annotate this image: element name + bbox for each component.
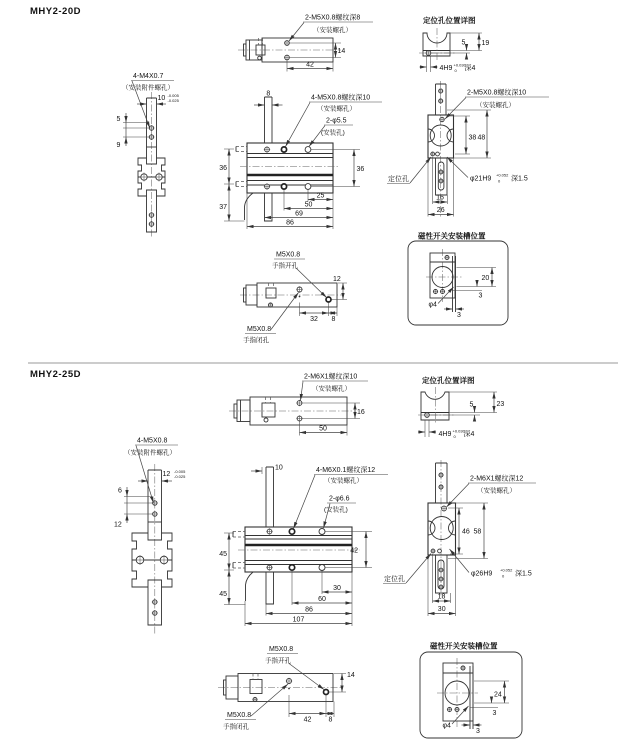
- open-port-note: M5X0.8: [269, 646, 294, 653]
- close-port-note: M5X0.8: [227, 712, 252, 719]
- dim-width: 12: [162, 471, 171, 478]
- section-title: MHY2-20D: [30, 6, 81, 17]
- detail-view-25d: [418, 375, 504, 439]
- dim-25: 25: [316, 192, 325, 200]
- switch-groove-view-25d: [420, 641, 522, 739]
- port-note: 2-M5X0.8螺纹深8: [305, 14, 361, 22]
- thread-note-sub: （安装螺孔）: [324, 477, 363, 485]
- dim-45-upper: 45: [219, 551, 227, 558]
- dim-36-right: 36: [356, 166, 365, 173]
- dim-48: 48: [477, 134, 486, 142]
- dim-8: 8: [266, 90, 271, 98]
- dim-26: 26: [436, 207, 445, 214]
- mount-note: 4-M4X0.7: [133, 73, 164, 80]
- detail-title: 定位孔位置详图: [423, 16, 476, 25]
- dim-width-tol-lower: -0.025: [174, 474, 186, 479]
- bottom-view-20d: [240, 252, 347, 345]
- top-view-20d: [238, 13, 373, 72]
- dim-16: 16: [357, 409, 365, 416]
- dim-42: 42: [350, 547, 358, 555]
- side-thread-note-sub: （安装螺孔）: [476, 102, 515, 109]
- dim-42: 42: [303, 716, 312, 724]
- main-view-20d: [219, 91, 382, 230]
- side-thread-note-sub: （安装螺孔）: [477, 487, 516, 495]
- dim-46: 46: [462, 528, 470, 536]
- left-rail-view-25d: [114, 438, 186, 635]
- dim-42: 42: [306, 61, 314, 69]
- bore-tol-upper: +0.052: [500, 567, 513, 573]
- dim-30: 30: [333, 585, 341, 592]
- hole-spec: 4H9: [439, 65, 453, 72]
- dim-9: 9: [116, 142, 121, 149]
- through-hole-note: 2-φ5.5: [326, 117, 347, 125]
- dim-86: 86: [286, 219, 294, 227]
- mount-note-sub: （安装附件螺孔）: [122, 84, 174, 92]
- bore-spec: φ26H9: [471, 570, 493, 578]
- dim-50: 50: [304, 201, 313, 209]
- dim-5: 5: [469, 401, 474, 409]
- dim-6: 6: [118, 487, 122, 495]
- hole-depth: 深4: [464, 65, 476, 72]
- mount-note-sub: （安装附件螺孔）: [124, 449, 176, 457]
- main-view-25d: [219, 465, 388, 627]
- dim-14: 14: [337, 48, 346, 55]
- dim-32: 32: [310, 316, 318, 323]
- switch-groove-view-20d: [408, 231, 508, 326]
- hole-tol-upper: +0.030: [453, 62, 466, 68]
- open-port-label: 手指开孔: [272, 262, 298, 270]
- close-port-label: 手指闭孔: [223, 723, 249, 731]
- through-hole-note-sub: (安装孔): [321, 129, 345, 137]
- port-note-sub: （安装螺孔）: [312, 385, 351, 393]
- dim-14: 14: [347, 672, 355, 679]
- dim-3-horiz: 3: [476, 728, 480, 735]
- left-rail-view-20d: [117, 73, 180, 238]
- port-note: 2-M6X1螺纹深10: [304, 373, 358, 381]
- hole-depth: 深4: [463, 431, 475, 438]
- locating-hole-label: 定位孔: [388, 176, 409, 183]
- hole-tol-lower: 0: [454, 68, 457, 73]
- dim-23: 23: [496, 401, 505, 408]
- dim-3-vert: 3: [478, 292, 483, 300]
- dim-58: 58: [473, 528, 482, 536]
- dim-20: 20: [481, 275, 490, 282]
- dim-5: 5: [461, 39, 466, 47]
- switch-title: 磁性开关安装槽位置: [430, 641, 498, 651]
- dim-38: 38: [468, 134, 477, 142]
- dim-3-vert: 3: [492, 710, 497, 717]
- dim-8: 8: [328, 716, 333, 724]
- dim-width-tol-lower: -0.025: [167, 98, 179, 103]
- dim-12: 12: [114, 521, 122, 529]
- dim-50: 50: [319, 425, 327, 433]
- dim-5: 5: [116, 116, 121, 123]
- thread-note-sub: （安装螺孔）: [317, 105, 356, 113]
- locating-hole-label: 定位孔: [384, 576, 405, 583]
- dim-24: 24: [494, 691, 502, 699]
- section-mhy2-20d: [30, 6, 549, 344]
- dim-45-lower: 45: [219, 591, 227, 598]
- dim-69: 69: [295, 210, 303, 218]
- bottom-view-25d: [218, 646, 355, 731]
- close-port-note: M5X0.8: [247, 326, 272, 333]
- hole-tol-upper: +0.030: [452, 428, 465, 434]
- bore-depth: 深1.5: [511, 175, 528, 183]
- side-thread-note: 2-M6X1螺纹深12: [470, 475, 524, 483]
- open-port-label: 手指开孔: [265, 657, 291, 665]
- side-view-20d: [387, 81, 549, 218]
- bore-spec: φ21H9: [470, 175, 492, 183]
- section-title: MHY2-25D: [30, 369, 81, 380]
- dim-width-tol-upper: -0.005: [167, 93, 179, 98]
- section-mhy2-25d: [30, 369, 536, 738]
- dim-16: 16: [436, 194, 444, 202]
- dim-36-left: 36: [219, 165, 227, 172]
- thread-note: 4-M6X0.1螺纹深12: [316, 467, 376, 474]
- side-view-25d: [383, 460, 536, 616]
- close-port-label: 手指闭孔: [243, 337, 269, 344]
- dim-86: 86: [305, 606, 313, 614]
- dim-60: 60: [318, 596, 326, 603]
- dim-phi4: φ4: [428, 301, 437, 309]
- through-hole-note-sub: (安装孔): [324, 506, 348, 514]
- dim-width: 10: [157, 95, 166, 102]
- dim-phi4: φ4: [442, 722, 451, 730]
- dim-10: 10: [275, 464, 283, 472]
- side-thread-note: 2-M5X0.8螺纹深10: [467, 89, 527, 97]
- dim-107: 107: [292, 616, 305, 624]
- dim-width-tol-upper: -0.005: [174, 469, 186, 474]
- top-view-25d: [229, 372, 368, 436]
- dim-12: 12: [333, 276, 341, 283]
- thread-note: 4-M5X0.8螺纹深10: [311, 94, 371, 102]
- bore-tol-lower: 0: [502, 573, 505, 579]
- detail-title: 定位孔位置详图: [422, 376, 475, 385]
- dim-18: 18: [437, 593, 446, 601]
- open-port-note: M5X0.8: [276, 251, 301, 259]
- dim-8: 8: [331, 316, 336, 323]
- hole-tol-lower: 0: [453, 434, 456, 439]
- dim-37: 37: [219, 204, 227, 211]
- bore-depth: 深1.5: [515, 570, 532, 578]
- switch-title: 磁性开关安装槽位置: [418, 231, 486, 241]
- mount-note: 4-M5X0.8: [137, 437, 168, 445]
- bore-tol-upper: +0.052: [496, 172, 509, 178]
- dim-3-horiz: 3: [457, 312, 461, 319]
- bore-tol-lower: 0: [498, 178, 501, 184]
- dim-30: 30: [437, 606, 446, 613]
- port-note-sub: （安装螺孔）: [313, 27, 352, 34]
- dim-19: 19: [481, 40, 490, 47]
- hole-spec: 4H9: [438, 431, 452, 438]
- through-hole-note: 2-φ6.6: [329, 495, 350, 503]
- detail-view-20d: [419, 15, 489, 73]
